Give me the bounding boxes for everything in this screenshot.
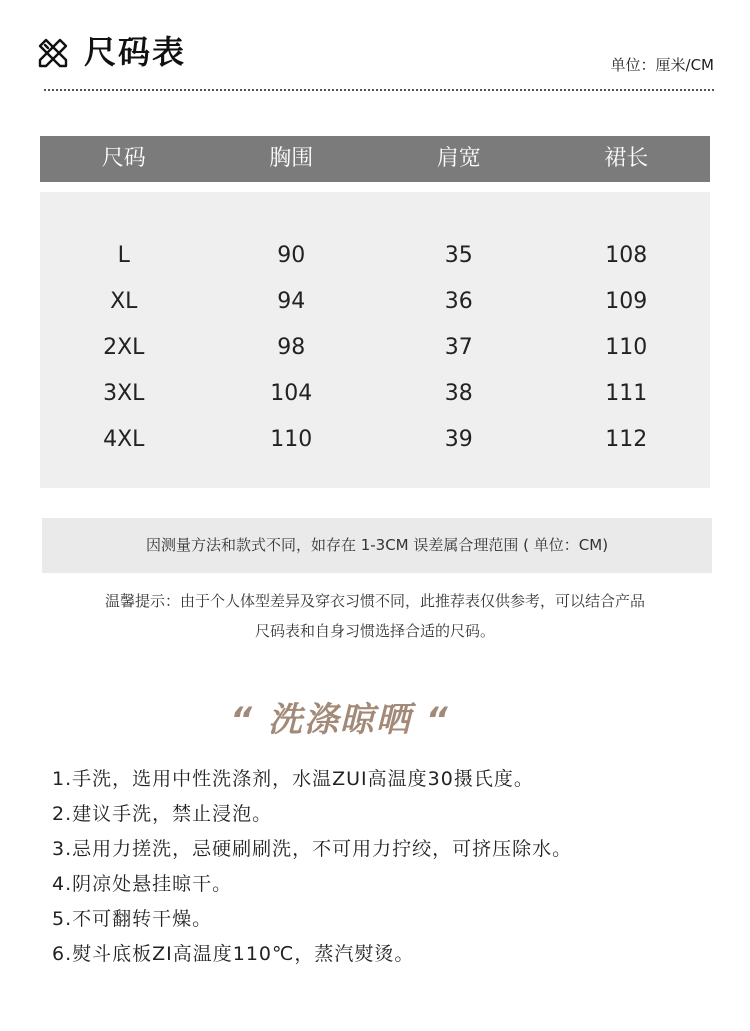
cell-size: 4XL <box>103 427 145 452</box>
page-title: 尺码表 <box>84 33 187 71</box>
list-item: 4.阴凉处悬挂晾干。 <box>52 873 233 895</box>
table-body <box>40 192 710 488</box>
size-table <box>40 136 710 488</box>
column-header-size: 尺码 <box>101 146 146 171</box>
cell-length: 111 <box>605 381 648 406</box>
table-row <box>40 417 710 463</box>
wash-section-title: “ 洗涤晾晒 “ <box>230 700 450 740</box>
cell-size: XL <box>110 289 138 314</box>
list-item: 2.建议手洗，禁止浸泡。 <box>52 803 273 825</box>
list-item: 1.手洗，选用中性洗涤剂，水温ZUI高温度30摄氏度。 <box>52 768 534 790</box>
table-row <box>40 233 710 279</box>
table-header-row <box>40 136 710 182</box>
list-item: 5.不可翻转干燥。 <box>52 908 213 930</box>
table-row <box>40 371 710 417</box>
cell-length: 109 <box>605 289 648 314</box>
list-item: 6.熨斗底板ZI高温度110℃，蒸汽熨烫。 <box>52 943 415 965</box>
cell-length: 108 <box>605 243 648 268</box>
measurement-notice: 因测量方法和款式不同，如存在 1-3CM 误差属合理范围 ( 单位：CM) <box>42 518 712 573</box>
cell-bust: 98 <box>277 335 306 360</box>
ruler-pencil-icon <box>36 36 70 70</box>
tip-line: 尺码表和自身习惯选择合适的尺码。 <box>254 622 495 640</box>
column-header-length: 裙长 <box>604 146 649 171</box>
dotted-divider <box>44 89 714 91</box>
cell-shoulder: 36 <box>444 289 473 314</box>
table-row <box>40 325 710 371</box>
cell-size: 2XL <box>103 335 145 360</box>
table-row <box>40 279 710 325</box>
column-header-shoulder: 肩宽 <box>436 146 481 171</box>
column-header-bust: 胸围 <box>269 146 314 171</box>
tip-line: 温馨提示：由于个人体型差异及穿衣习惯不同，此推荐表仅供参考，可以结合产品 <box>104 592 645 610</box>
unit-label: 单位：厘米/CM <box>610 56 714 74</box>
cell-shoulder: 37 <box>444 335 473 360</box>
cell-shoulder: 35 <box>444 243 473 268</box>
cell-bust: 90 <box>277 243 306 268</box>
cell-length: 112 <box>605 427 648 452</box>
cell-size: 3XL <box>103 381 145 406</box>
cell-size: L <box>117 243 130 268</box>
cell-shoulder: 39 <box>444 427 473 452</box>
cell-bust: 94 <box>277 289 306 314</box>
cell-bust: 110 <box>270 427 313 452</box>
list-item: 3.忌用力搓洗，忌硬刷刷洗，不可用力拧绞，可挤压除水。 <box>52 838 573 860</box>
cell-length: 110 <box>605 335 648 360</box>
cell-shoulder: 38 <box>444 381 473 406</box>
size-tip <box>40 586 710 646</box>
page-header <box>36 30 716 92</box>
wash-instructions <box>52 762 572 972</box>
cell-bust: 104 <box>270 381 313 406</box>
